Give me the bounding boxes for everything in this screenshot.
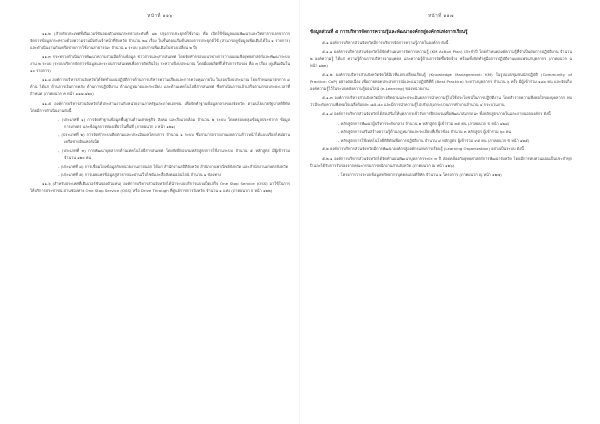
right-page-body <box>310 39 572 178</box>
list-item: - หลักสูตรการเสริมสร้างความรู้ด้านกฎหมายและระเบียบที่เกี่ยวข้อง จำนวน ๓ หลักสูตร ผู้เข้าร่วม ๖๐ คน <box>338 129 512 135</box>
paragraph: ๕.๒ องค์การบริหารส่วนจังหวัดมีการพัฒนาองค์กรสู่องค์กรแห่งการเรียนรู้ (Learning Organization) อย่างเป็นระบบ ดังนี้ <box>322 146 524 152</box>
page-number: หน้าที่ ๑๑๗ <box>428 14 454 19</box>
list-item: - หลักสูตรการใช้เทคโนโลยีดิจิทัลเพื่อการปฏิบัติงาน จำนวน ๔ หลักสูตร ผู้เข้าร่วม ๙๕ คน (ภาคผนวก ซ หน้า ๑๒๕) <box>338 137 530 143</box>
list-item: - หลักสูตรการพัฒนาผู้บริหารระดับกลาง จำนวน ๒ หลักสูตร ผู้เข้าร่วม ๓๕ คน (ภาคผนวก ช หน้า ๑๒๔) <box>338 120 510 126</box>
list-item: - (ประเภทที่ ๑) การจัดทำฐานข้อมูลพื้นฐานด้านเศรษฐกิจ สังคม และสิ่งแวดล้อม จำนวน ๒ ระบบ โดยครอบคลุมข้อมูลประชากร ข้อมูลการเกษตร และข้อมูลการท่องเที่ยวในพื้นที่ (ภาคผนวก ง หน้า ๑๒๑) <box>58 116 290 129</box>
paragraph: ๑๑.๒ (สำหรับประเทศที่เติมเวอร์ชันจองตัวแทนกระทรวงระดับที่ ๑๒ ปรุงการประยุกต์ใช้งาน) คือ เปิดใช้ข้อมูลแผนพัฒนาและวิทยาการเจรจาการ จัดการข้อมูลกระทรวงด้วยความร่วมมือกับเจ้าหน้าที่จังหวัด จำนวน ๒๔ เรื่อง ในขั้นตอนเริ่มต้นของการประยุกต์ใช้ (สามารถดูข้อมูลเพิ่มเติมได้ใน ๑ รายการ) และดำเนินงานกับเครือข่ายการใช้งานสาธารณะ จำนวน ๑ ระบบ (เอกสารเพิ่มเติมในช่วงเปลี่ยน ๒ ปี) <box>30 31 290 50</box>
section-heading: ข้อมูลส่วนที่ ๕ การบริหารจัดการความรู้และพัฒนาองค์กรสู่องค์กรแห่งการเรียนรู้ <box>310 30 468 35</box>
paragraph: ๑๑.๖ (สำหรับประเทศที่เติมเวอร์ชันจองตัวแทน) องค์การบริหารส่วนจังหวัดได้นำระบบบริการแบบเบ็ดเสร็จ One Stop Service (OSS) มาใช้ในการให้บริการประชาชน ผ่านช่องทาง One Stop Service (OSS) หรือ Drive Through ที่ศูนย์ราชการจังหวัด จำนวน ๑ แห่ง (ภาคผนวก จ หน้า ๑๒๒) <box>30 180 290 193</box>
list-item: - (ประเภทที่ ๕) การเผยแพร่ข้อมูลสู่สาธารณะผ่านเว็บไซต์และสื่อสังคมออนไลน์ จำนวน ๑ ช่องทาง <box>58 172 222 178</box>
paragraph: ๕.๑.๓ องค์การบริหารส่วนจังหวัดมีการติดตามและประเมินผลการนำความรู้ไปใช้ประโยชน์ในการปฏิบัติงาน โดยสำรวจความพึงพอใจของบุคลากร พบว่ามีระดับความพึงพอใจเฉลี่ยร้อยละ ๘๕.๔๐ และมีการนำความรู้ไปปรับปรุงกระบวนการทำงานจำนวน ๔ กระบวนงาน <box>310 95 572 108</box>
list-item: - โครงการวางระบบข้อมูลทรัพยากรบุคคลแบบดิจิทัล จำนวน ๑ โครงการ (ภาคผนวก ญ หน้า ๑๒๗) <box>338 171 502 177</box>
right-page <box>300 0 600 424</box>
paragraph: ๕.๒.๑ องค์การบริหารส่วนจังหวัดได้จัดทำแผนพัฒนาบุคลากรระยะ ๓ ปี สอดคล้องกับยุทธศาสตร์การพัฒนาจังหวัด โดยมีการทบทวนแผนเป็นประจำทุกปี และได้รับการรับรองจากคณะกรรมการพนักงานส่วนจังหวัด (ภาคผนวก ฌ หน้า ๑๒๖) <box>310 155 572 168</box>
paragraph: ๑๑.๕ องค์การบริหารส่วนจังหวัดได้ประสานงานกับหน่วยงานภาครัฐและภาคเอกชน เพื่อจัดทำฐานข้อมูลกลางของจังหวัด ตามนโยบายรัฐบาลดิจิทัล โดยมีการดำเนินงานดังนี้ <box>30 100 290 113</box>
paragraph: ๕.๑.๒ องค์การบริหารส่วนจังหวัดจัดให้มีเวทีแลกเปลี่ยนเรียนรู้ (Knowledge Management: KM) ในรูปแบบชุมชนนักปฏิบัติ (Community of Practice: CoP) อย่างต่อเนื่อง เพื่อถ่ายทอดประสบการณ์และแนวปฏิบัติที่ดี (Best Practice) ระหว่างบุคลากร จำนวน ๖ ครั้ง มีผู้เข้าร่วม ๑๘๐ คน และจัดเก็บองค์ความรู้ไว้ในระบบคลังความรู้ออนไลน์ (e-Learning) ของหน่วยงาน <box>310 71 572 91</box>
paragraph: ๕.๑ องค์การบริหารส่วนจังหวัดมีการบริหารจัดการความรู้ภายในองค์กร ดังนี้ <box>322 39 449 45</box>
list-item: - (ประเภทที่ ๓) การพัฒนาบุคลากรด้านเทคโนโลยีสารสนเทศ โดยจัดฝึกอบรมหลักสูตรการใช้งานระบบ จำนวน ๕ หลักสูตร มีผู้เข้าร่วมจำนวน ๑๒๐ คน <box>58 147 290 160</box>
list-item: - (ประเภทที่ ๒) การจัดทำระบบติดตามและประเมินผลโครงการ จำนวน ๑ ระบบ ซึ่งสามารถรายงานผลความก้าวหน้าได้แบบเรียลไทม์ผ่านเครือข่ายอินเทอร์เน็ต <box>58 132 290 145</box>
page-number: หน้าที่ ๑๑๖ <box>147 14 173 19</box>
paragraph: ๑๑.๓ กระทรวงดำเนินการพัฒนาความร่วมมือด้านข้อมูล ข่าวสารและสารสนเทศ โดยจัดทำกรอบแนวทางการวางแผนเชิงยุทธศาสตร์และพัฒนาระบบงาน ๒ ระบบ (ระบบบริหารจัดการข้อมูลและระบบสารสนเทศเพื่อการตัดสินใจ) ระหว่างปีงบประมาณ โดยมีผลผลิตที่ได้รับการรับรอง คือ ๓ เรื่อง (ดูเพิ่มเติมใน ๑๐ รายการ) <box>30 54 290 74</box>
left-page-body <box>30 30 290 194</box>
paragraph: ๑๑.๔ องค์การบริหารส่วนจังหวัดได้จัดทำแผนปฏิบัติการด้านการบริหารความเสี่ยงและการควบคุมภายใน ในรอบปีงบประมาณ โดยกำหนดมาตรการ ๔ ด้าน ได้แก่ ด้านการเงินการคลัง ด้านการปฏิบัติงาน ด้านกฎหมายและระเบียบ และด้านเทคโนโลยีสารสนเทศ ซึ่งดำเนินการแล้วเสร็จตามกรอบระยะเวลาที่กำหนด (ภาคผนวก ค หน้า ๑๑๗-๑๒๐) <box>30 77 290 97</box>
list-item: - (ประเภทที่ ๔) การเชื่อมโยงข้อมูลกับหน่วยงานภายนอก ได้แก่ สำนักงานสถิติจังหวัด สำนักงานพาณิชย์จังหวัด และสำนักงานเกษตรจังหวัด <box>58 163 289 169</box>
paragraph: ๕.๑.๑ องค์การบริหารส่วนจังหวัดได้จัดทำแผนการจัดการความรู้ (KM Action Plan) ประจำปี โดยกำหนดองค์ความรู้ที่จำเป็นต่อการปฏิบัติงาน จำนวน ๒ องค์ความรู้ ได้แก่ ความรู้ด้านการบริหารงานบุคคล และความรู้ด้านการจัดซื้อจัดจ้าง พร้อมทั้งจัดทำคู่มือการปฏิบัติงานเผยแพร่แก่บุคลากร (ภาคผนวก ฉ หน้า ๑๒๓) <box>310 48 572 68</box>
paragraph: ๕.๑.๔ องค์การบริหารส่วนจังหวัดได้ส่งเสริมให้บุคลากรเข้ารับการฝึกอบรมเพื่อพัฒนาสมรรถนะ ทั้งหลักสูตรภายในและภายนอกองค์กร ดังนี้ <box>322 111 551 117</box>
